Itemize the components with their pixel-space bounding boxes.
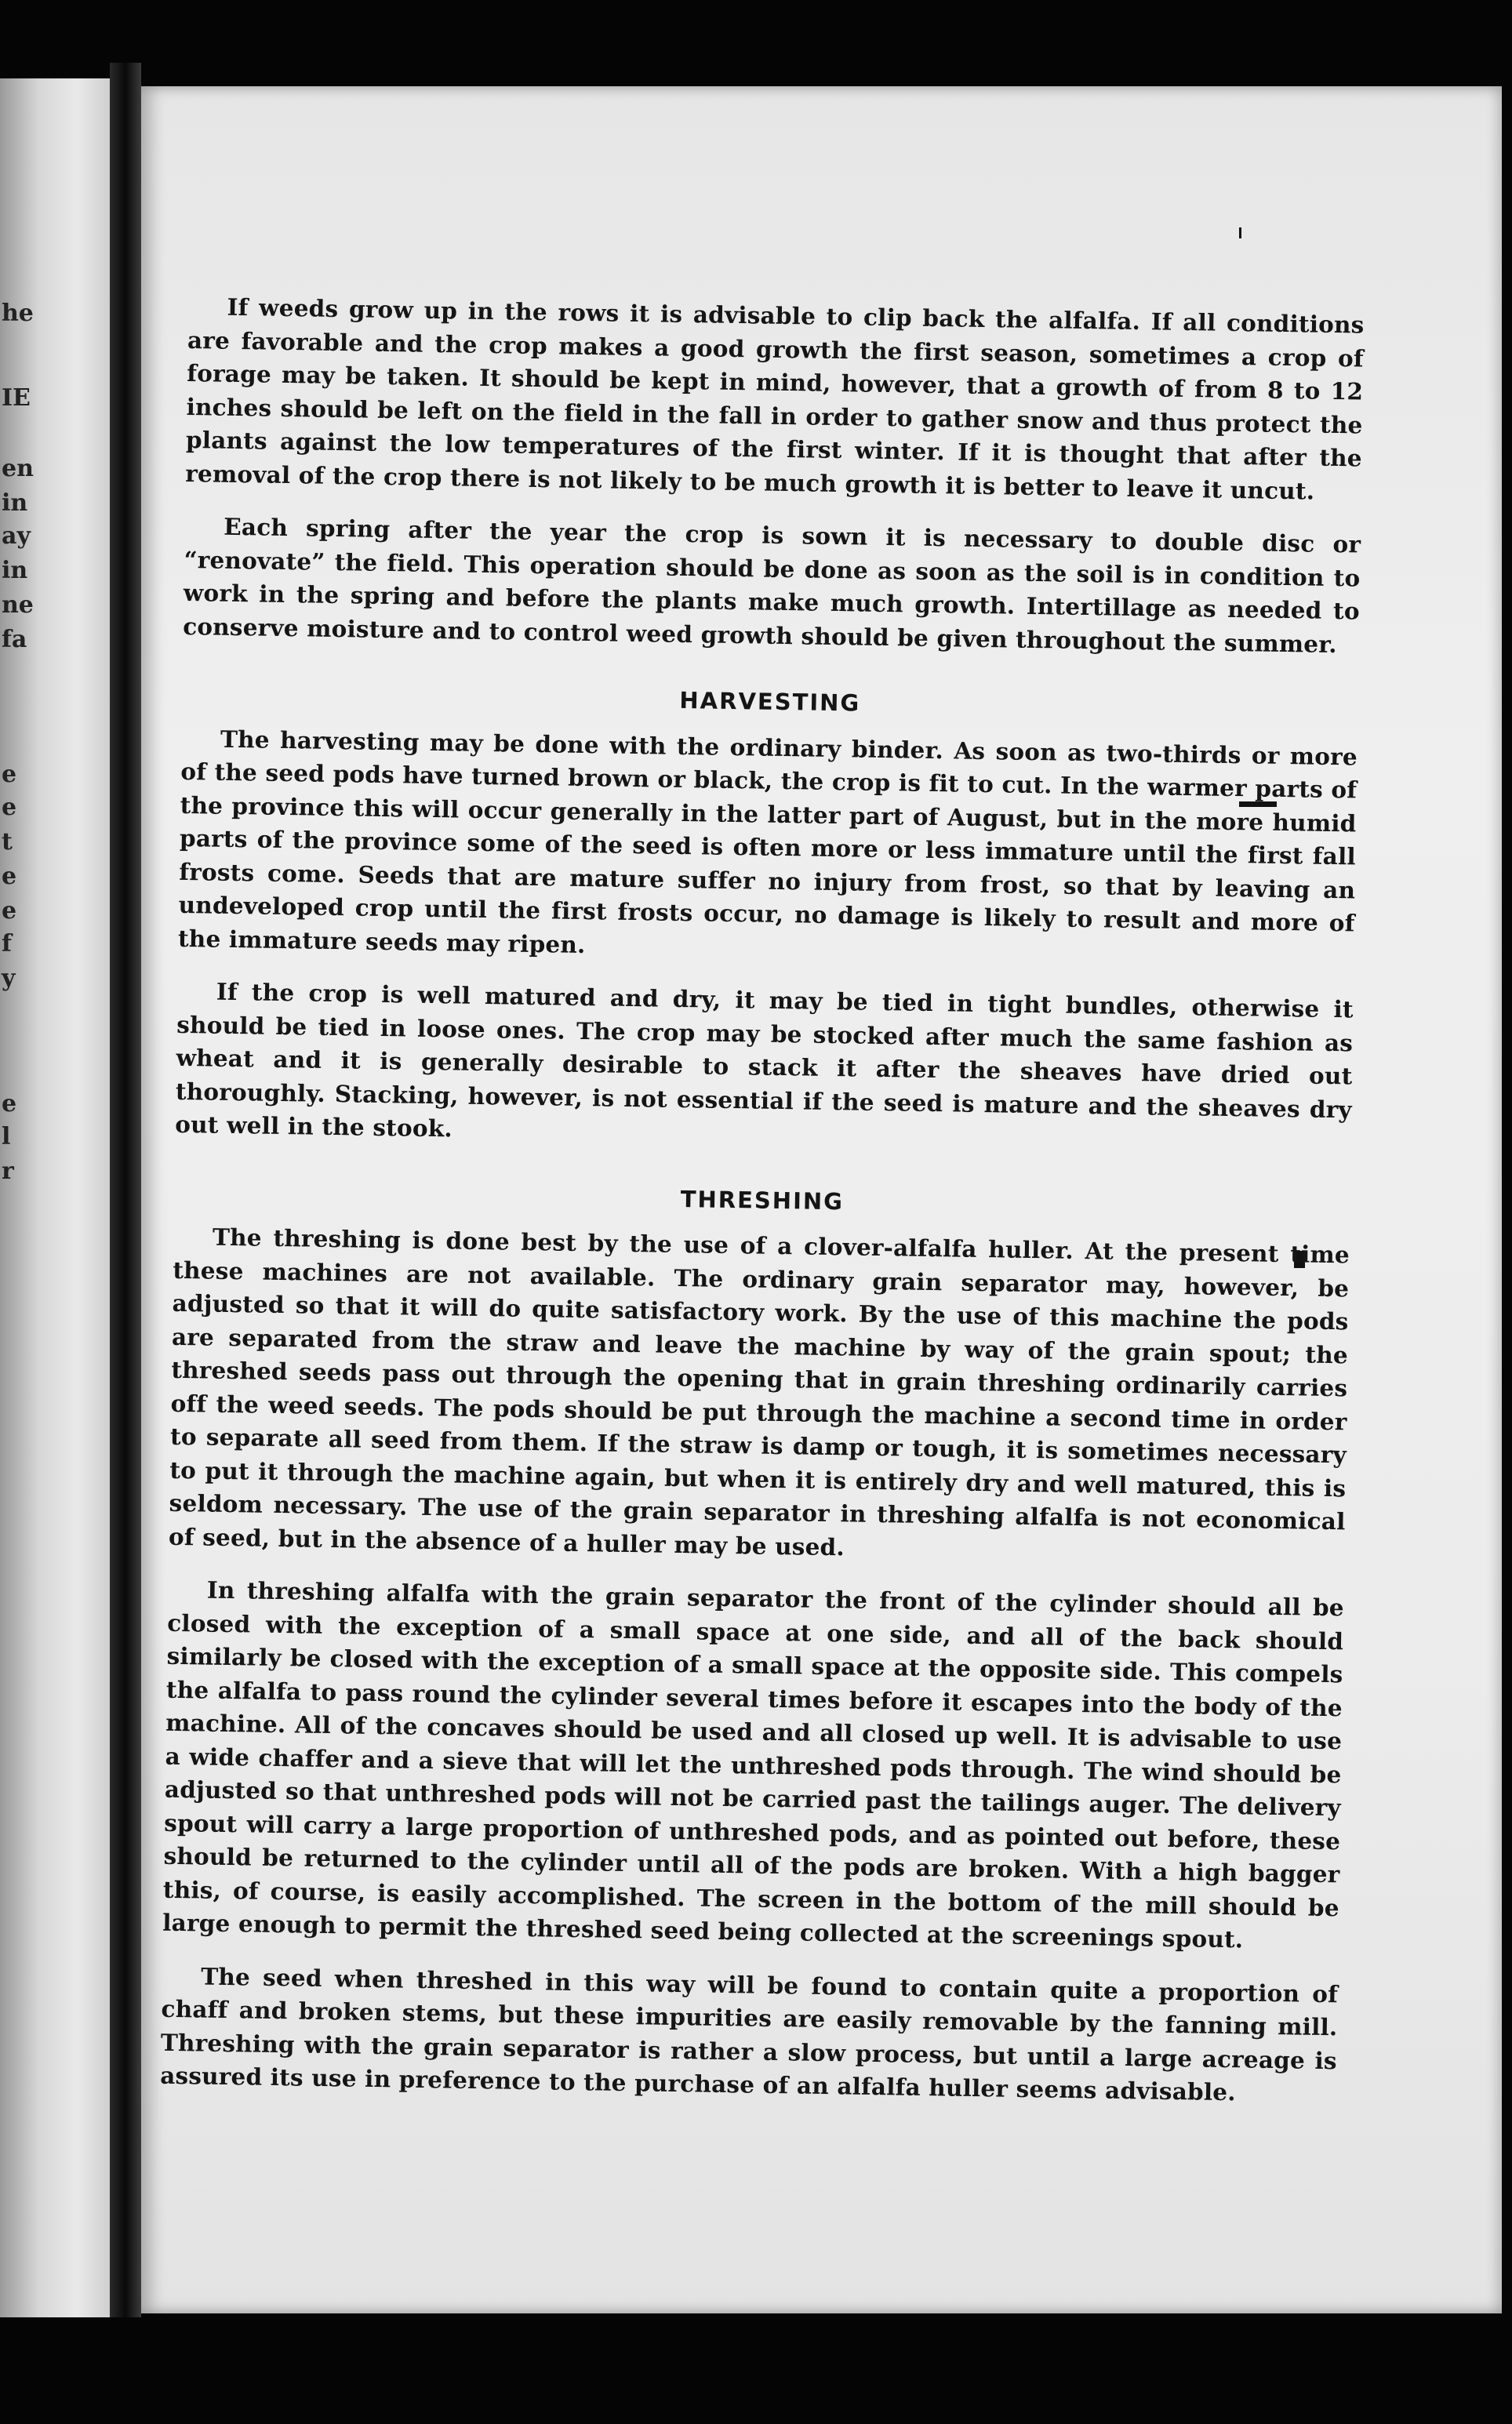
- specks: [1239, 227, 1241, 238]
- left-fragment: e: [2, 863, 17, 890]
- left-fragment: f: [2, 930, 12, 958]
- paragraph: If weeds grow up in the rows it is advisable to clip back the alfalfa. If all conditions are favorable and the crop makes a good growth the first season, sometimes a crop of forage may be taken. It should be kept in mind, however, that a growth of from 8 to 12 inches should be left on the field in the fall in order to gather snow and thus protect the plants against the low temperatures of the first winter. If it is thought that after the removal of the crop there is not likely to be much growth it is better to leave it uncut.: [185, 293, 1365, 505]
- left-fragment: he: [2, 300, 34, 327]
- left-fragment: e: [2, 761, 17, 788]
- left-fragment: e: [2, 794, 17, 821]
- section-heading-harvesting: HARVESTING: [679, 686, 861, 717]
- article-body: [160, 290, 1365, 2131]
- left-fragment: in: [2, 557, 28, 584]
- left-facing-page: [0, 78, 110, 2321]
- book-gutter: [110, 63, 141, 2337]
- paragraph: The harvesting may be done with the ordinary binder. As soon as two-thirds or more of the seed pods have turned brown or black, the crop is fit to cut. In the warmer parts of the province this will occur generally in the latter part of August, but in the more humid parts of the province some of the seed is often more or less immature until the first fall frosts come. Seeds that are mature suffer no injury from frost, so that by leaving an undeveloped crop until the first frosts occur, no damage is likely to result and more of the immature seeds may ripen.: [177, 725, 1358, 958]
- left-fragment: y: [2, 965, 16, 992]
- left-fragment: t: [2, 828, 13, 856]
- section-heading-threshing: THRESHING: [680, 1185, 845, 1215]
- scan-border: [0, 2317, 1512, 2424]
- paragraph: In threshing alfalfa with the grain separator the front of the cylinder should all be closed with the exception of a small space at one side, and all of the back should similarly be closed with the exception of a small space at the opposite side. This compels the alfalfa to pass round the cylinder several times before it escapes into the body of the machine. All of the concaves should be used and all closed up well. It is advisable to use a wide chaffer and a sieve that will let the unthreshed pods through. The wind should be adjusted so that unthreshed pods will not be carried past the tailings auger. The delivery spout will carry a large proportion of unthreshed pods, and as pointed out before, these should be returned to the cylinder until all of the pods are broken. With a high bagger this, of course, is easily accomplished. The screen in the bottom of the mill should be large enough to permit the threshed seed being collected at the screenings spout.: [162, 1575, 1345, 1953]
- left-fragment: en: [2, 455, 34, 482]
- paragraph: Each spring after the year the crop is sown it is necessary to double disc or “renovate” the field. This operation should be done as soon as the soil is in condition to work in the spring and before the plants make much growth. Intertillage as needed to conserve moisture and to control weed growth should be given throughout the summer.: [183, 512, 1361, 658]
- left-fragment: fa: [2, 626, 27, 653]
- left-fragment: ay: [2, 522, 31, 550]
- paragraph: If the crop is well matured and dry, it may be tied in tight bundles, otherwise it should be tied in loose ones. The crop may be stocked after much the same fashion as wheat and it is generally desirable to stack it after the sheaves have dried out thoroughly. Stacking, however, is not essential if the seed is mature and the sheaves dry out well in the stook.: [175, 977, 1354, 1143]
- left-fragment: r: [2, 1157, 14, 1185]
- paragraph: The threshing is done best by the use of a clover-alfalfa huller. At the present time these machines are not available. The ordinary grain separator may, however, be adjusted so that it will do quite satisfactory work. By the use of this machine the pods are separated from the straw and leave the machine by way of the grain spout; the threshed seeds pass out through the opening that in grain threshing ordinarily carries off the weed seeds. The pods should be put through the machine a second time in order to separate all seed from them. If the straw is damp or tough, it is sometimes necessary to put it through the machine again, but when it is entirely dry and well matured, this is seldom necessary. The use of the grain separator in threshing alfalfa is not economical of seed, but in the absence of a huller may be used.: [168, 1223, 1350, 1561]
- left-fragment: e: [2, 897, 17, 925]
- left-fragment: e: [2, 1090, 17, 1118]
- main-page: [141, 86, 1502, 2313]
- left-fragment: l: [2, 1123, 11, 1150]
- paragraph: The seed when threshed in this way will be found to contain quite a proportion of chaff and broken stems, but these impurities are easily removable by the fanning mill. Threshing with the grain separator is rather a slow process, but until a large acreage is assured its use in preference to the purchase of an alfalfa huller seems advisable.: [159, 1962, 1339, 2106]
- left-fragment: in: [2, 489, 28, 517]
- left-fragment: ne: [2, 591, 34, 619]
- left-fragment: IE: [2, 384, 31, 412]
